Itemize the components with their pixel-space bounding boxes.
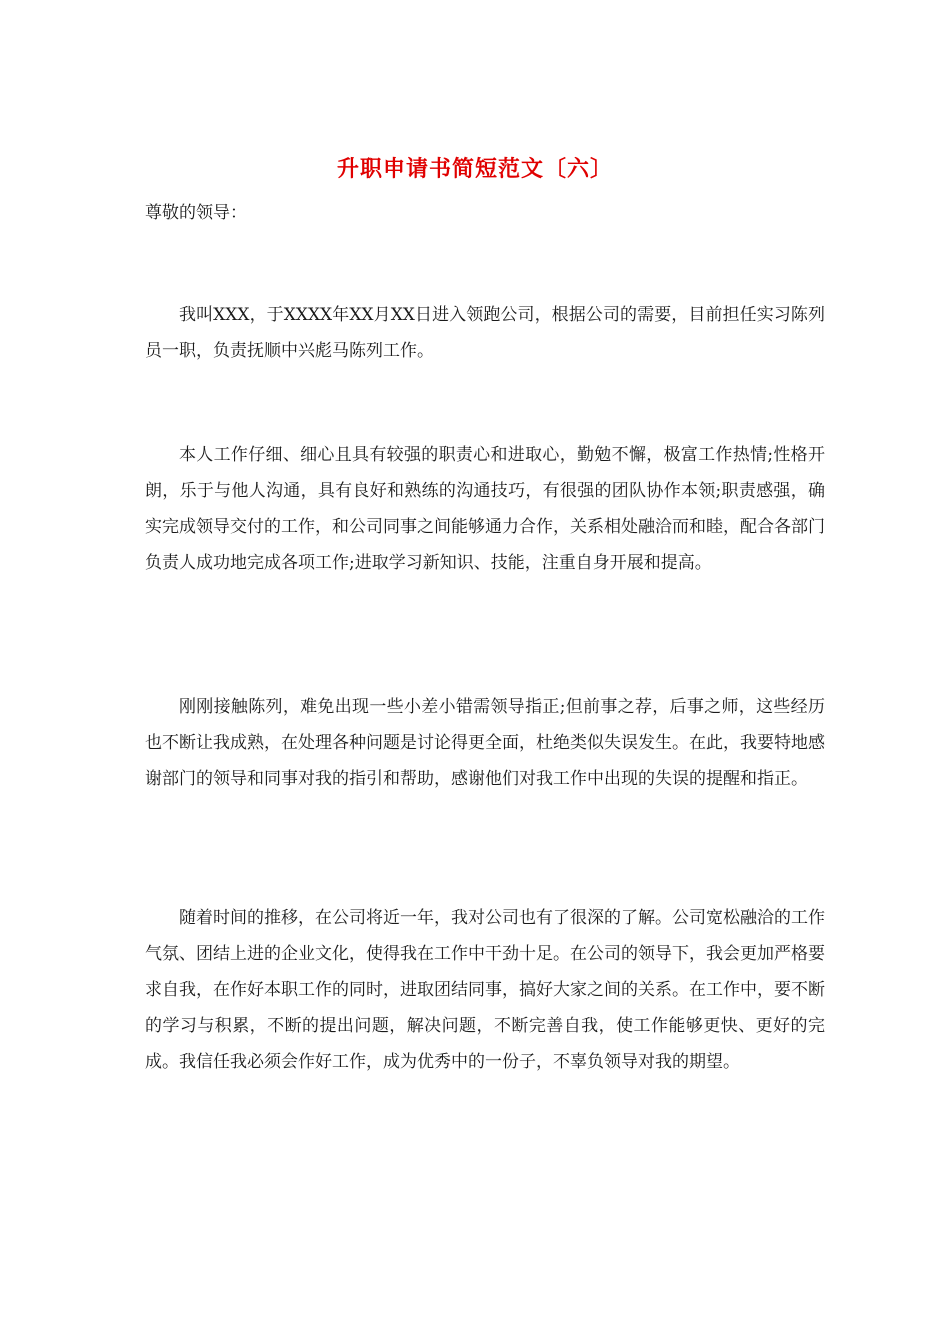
paragraph-2: 本人工作仔细、细心且具有较强的职责心和进取心，勤勉不懈，极富工作热情;性格开朗，乐于与他人沟通，具有良好和熟练的沟通技巧，有很强的团队协作本领;职责感强，确实完成领导交付的工作，和公司同事之间能够通力合作，关系相处融洽而和睦，配合各部门负责人成功地完成各项工作;进取学习新知识、技能，注重自身开展和提高。 xyxy=(145,445,825,573)
paragraph-1: 我叫XXX，于XXXX年XX月XX日进入领跑公司，根据公司的需要，目前担任实习陈列员一职，负责抚顺中兴彪马陈列工作。 xyxy=(145,305,825,361)
paragraph-4: 随着时间的推移，在公司将近一年，我对公司也有了很深的了解。公司宽松融洽的工作气氛、团结上进的企业文化，使得我在工作中干劲十足。在公司的领导下，我会更加严格要求自我，在作好本职工作的同时，进取团结同事，搞好大家之间的关系。在工作中，要不断的学习与积累，不断的提出问题，解决问题，不断完善自我，使工作能够更快、更好的完成。我信任我必须会作好工作，成为优秀中的一份子，不辜负领导对我的期望。 xyxy=(145,908,825,1072)
salutation: 尊敬的领导： xyxy=(145,203,247,223)
paragraph-3: 刚刚接触陈列，难免出现一些小差小错需领导指正;但前事之荐，后事之师，这些经历也不断让我成熟，在处理各种问题是讨论得更全面，杜绝类似失误发生。在此，我要特地感谢部门的领导和同事对我的指引和帮助，感谢他们对我工作中出现的失误的提醒和指正。 xyxy=(145,697,825,789)
document-title: 升职申请书简短范文〔六〕 xyxy=(336,156,613,182)
